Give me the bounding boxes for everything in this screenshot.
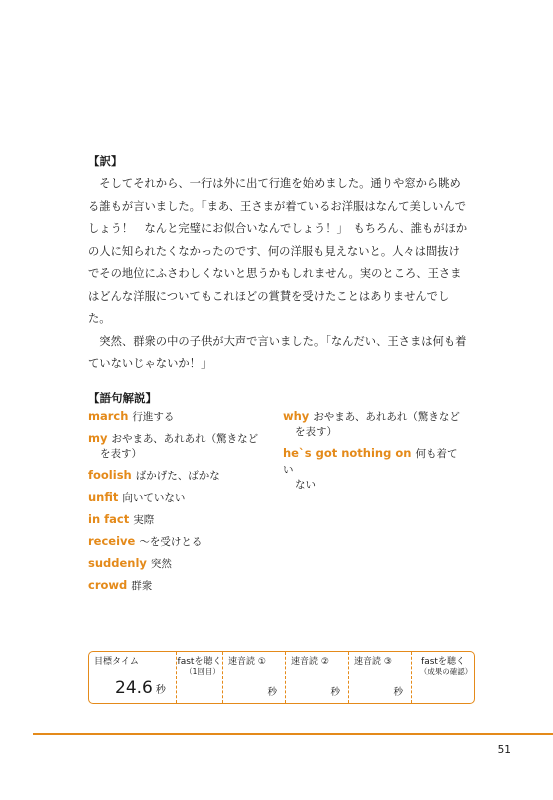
fast-listen-1-sub: （1回目） — [185, 667, 220, 676]
glossary-definition-cont: を表す） — [295, 426, 337, 438]
glossary-term: receive — [88, 534, 136, 548]
translation-heading: 【訳】 — [88, 154, 123, 168]
glossary-definition: 行進する — [132, 411, 175, 423]
speed-read-3-label: 速音読 ③ — [354, 657, 392, 667]
glossary-item — [88, 512, 283, 528]
glossary-item — [88, 468, 283, 484]
glossary-right-column — [283, 409, 463, 499]
glossary-item — [88, 409, 283, 425]
fast-listen-2-title: fastを聴く — [421, 657, 465, 667]
glossary-definition: 実際 — [133, 514, 155, 526]
target-time-value: 24.6 — [115, 678, 153, 698]
glossary-term: crowd — [88, 578, 128, 592]
translation-body — [88, 173, 468, 376]
glossary-item — [88, 431, 283, 462]
glossary-definition: おやまあ、あれあれ（驚きなど — [111, 433, 259, 445]
speed-read-1-unit: 秒 — [267, 687, 277, 698]
translation-paragraph: そしてそれから、一行は外に出て行進を始めました。通りや窓から眺める誰もが言いました。「まあ、王さまが着ているお洋服はなんて美しいんでしょう！ なんと完璧にお似合いなんでしょう！」 もちろん、誰もがほかの人に知られたくなかったのです、何の洋服も見えないと。人々は間抜けでその地位にふさわしくないと思うかもしれません。実のところ、王さまはどんな洋服についてもこれほどの賞賛を受けたことはありませんでした。 — [88, 177, 468, 325]
glossary-definition-cont: ない — [295, 479, 316, 491]
glossary-definition: 突然 — [150, 558, 172, 570]
fast-listen-2-label — [412, 657, 474, 677]
glossary-term: in fact — [88, 512, 130, 526]
footer-rule — [33, 733, 553, 735]
glossary-term: he`s got nothing on — [283, 446, 412, 460]
glossary-item — [283, 446, 463, 493]
timing-record-box — [88, 651, 475, 704]
glossary-heading: 【語句解説】 — [88, 391, 157, 405]
speed-read-1-cell[interactable] — [222, 652, 285, 703]
glossary-item — [88, 534, 283, 550]
fast-listen-2-sub: （成果の確認） — [419, 667, 473, 676]
glossary-term: march — [88, 409, 129, 423]
glossary-definition: 群衆 — [131, 580, 153, 592]
glossary-term: why — [283, 409, 310, 423]
speed-read-3-unit: 秒 — [393, 687, 403, 698]
glossary-term: unfit — [88, 490, 119, 504]
glossary-item — [88, 556, 283, 572]
glossary-left-column — [88, 409, 283, 600]
target-time-value-wrap — [115, 678, 166, 698]
glossary-item — [88, 490, 283, 506]
glossary-definition: 何も着てい — [283, 448, 458, 476]
translation-paragraph: 突然、群衆の中の子供が大声で言いました。「なんだい、王さまは何も着ていないじゃないか！」 — [88, 334, 467, 370]
speed-read-2-label: 速音読 ② — [291, 657, 329, 667]
fast-listen-1-title: fastを聴く — [177, 657, 222, 667]
fast-listen-1-label — [177, 657, 222, 677]
speed-read-1-label: 速音読 ① — [228, 657, 266, 667]
glossary-item — [88, 578, 283, 594]
fast-listen-2-cell[interactable] — [411, 652, 474, 703]
speed-read-2-unit: 秒 — [330, 687, 340, 698]
glossary-definition: おやまあ、あれあれ（驚きなど — [313, 411, 460, 423]
speed-read-3-cell[interactable] — [348, 652, 411, 703]
fast-listen-1-cell[interactable] — [176, 652, 222, 703]
page-number: 51 — [497, 744, 511, 756]
glossary-term: suddenly — [88, 556, 147, 570]
speed-read-2-cell[interactable] — [285, 652, 348, 703]
glossary-term: my — [88, 431, 108, 445]
glossary-term: foolish — [88, 468, 132, 482]
glossary-definition: ばかげた、ばかな — [135, 470, 220, 482]
target-time-unit: 秒 — [155, 685, 166, 696]
target-time-label: 目標タイム — [94, 657, 139, 667]
glossary-item — [283, 409, 463, 440]
glossary-definition: 向いていない — [122, 492, 186, 504]
glossary-definition: 〜を受けとる — [139, 536, 203, 548]
glossary-definition-cont: を表す） — [100, 448, 142, 460]
target-time-cell — [89, 652, 176, 703]
